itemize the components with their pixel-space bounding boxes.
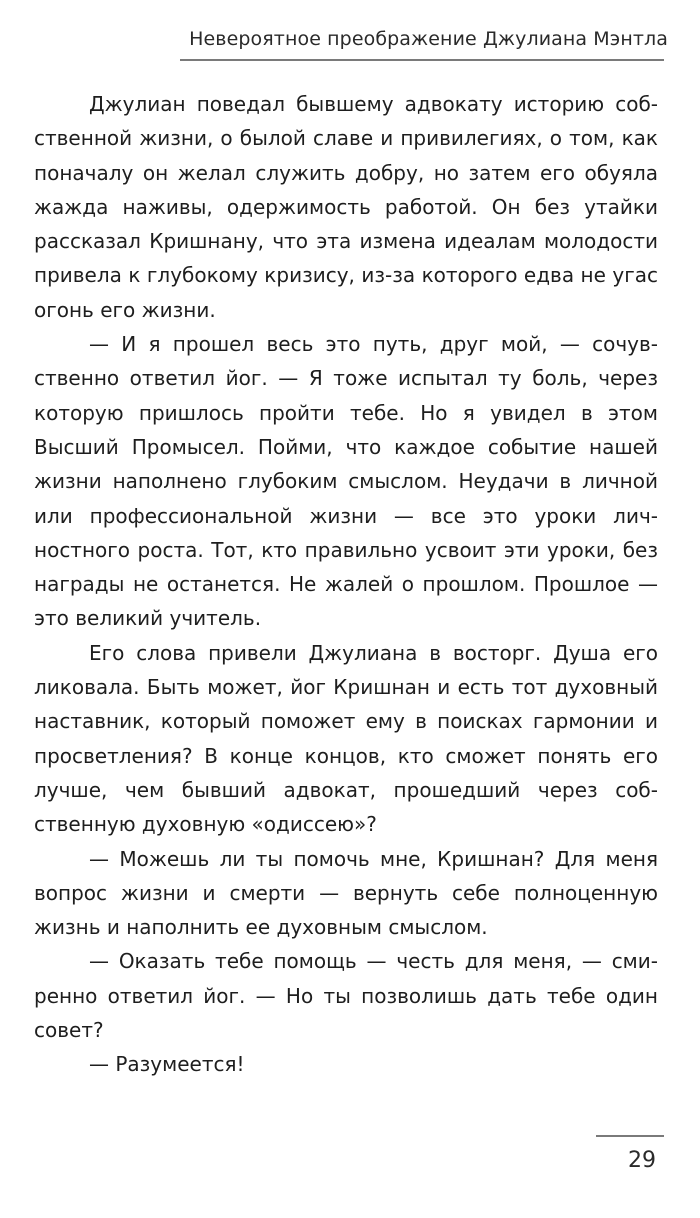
paragraph: — Разумеется! <box>89 1052 245 1077</box>
paragraph: Его слова привели Джулиана в восторг. Душа его ликовала. Быть может, йог Кришнан и есть тот духовный наставник, который поможет ему в поисках гармонии и просветления? В конце концов, кто сможет понять его лучше, чем бывший адвокат, прошедший через собственную духовную «одиссею»? <box>34 640 658 837</box>
paragraph: — И я прошел весь это путь, друг мой, — сочувственно ответил йог. — Я тоже испытал ту боль, через которую пришлось пройти тебе. Но я увидел в этом Высший Промысел. Пойми, что каждое событие нашей жизни наполнено глубоким смыслом. Неудачи в личной или профессиональной жизни — все это уроки личностного роста. Тот, кто правильно усвоит эти уроки, без награды не останется. Не жалей о прошлом. Прошлое — это великий учитель. <box>34 332 658 631</box>
paragraph: — Оказать тебе помощь — честь для меня, — смиренно ответил йог. — Но ты позволишь дать тебе один совет? <box>34 949 658 1043</box>
running-header: Невероятное преображение Джулиана Мэнтла <box>189 28 668 50</box>
paragraph: Джулиан поведал бывшему адвокату историю собственной жизни, о былой славе и привилегиях, о том, как поначалу он желал служить добру, но затем его обуяла жажда наживы, одержимость работой. Он без утайки рассказал Кришнану, что эта измена идеалам молодости привела к глубокому кризису, из-за которого едва не угас огонь его жизни. <box>34 92 658 322</box>
header-rule <box>180 59 664 61</box>
page-body <box>34 87 658 1082</box>
paragraph: — Можешь ли ты помочь мне, Кришнан? Для меня вопрос жизни и смерти — вернуть себе полноценную жизнь и наполнить ее духовным смыслом. <box>34 846 658 940</box>
footer-rule <box>596 1135 664 1137</box>
page-number: 29 <box>628 1148 656 1173</box>
